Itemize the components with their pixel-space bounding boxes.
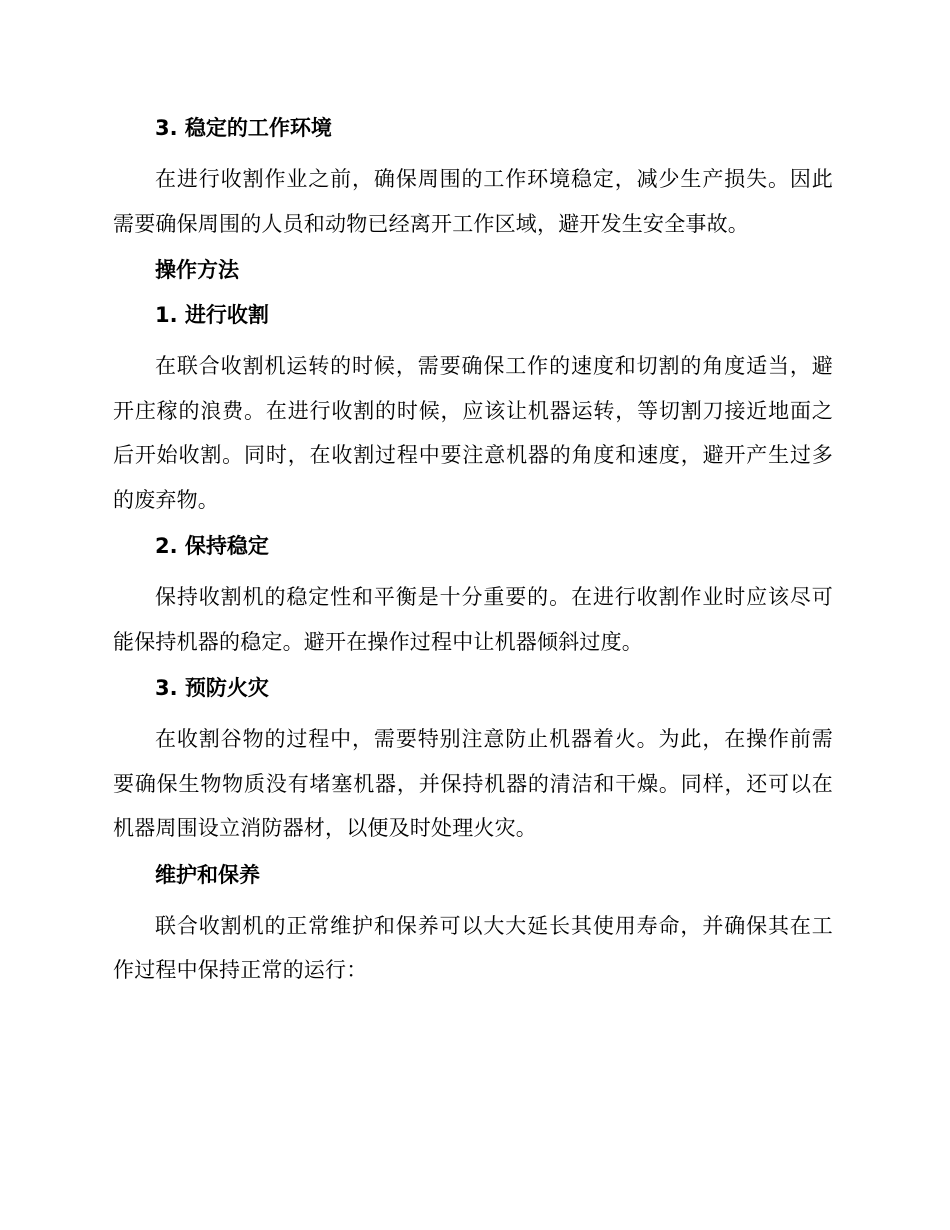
- section-heading-keep-stable: 2. 保持稳定: [155, 534, 269, 558]
- section-heading-harvesting: 1. 进行收割: [155, 303, 269, 327]
- section-heading-stable-environment: 3. 稳定的工作环境: [155, 116, 332, 140]
- paragraph-stable-environment: 在进行收割作业之前，确保周围的工作环境稳定，减少生产损失。因此需要确保周围的人员和动物已经离开工作区域，避开发生安全事故。: [113, 167, 833, 236]
- paragraph-maintenance: 联合收割机的正常维护和保养可以大大延长其使用寿命，并确保其在工作过程中保持正常的运行：: [113, 913, 833, 982]
- section-heading-maintenance: 维护和保养: [155, 862, 260, 887]
- paragraph-fire-prevention: 在收割谷物的过程中，需要特别注意防止机器着火。为此，在操作前需要确保生物物质没有堵塞机器，并保持机器的清洁和干燥。同样，还可以在机器周围设立消防器材，以便及时处理火灾。: [113, 727, 833, 840]
- section-heading-operation-method: 操作方法: [155, 258, 239, 282]
- paragraph-keep-stable: 保持收割机的稳定性和平衡是十分重要的。在进行收割作业时应该尽可能保持机器的稳定。避开在操作过程中让机器倾斜过度。: [113, 585, 833, 654]
- document-page: [113, 112, 833, 1001]
- section-heading-fire-prevention: 3. 预防火灾: [155, 676, 269, 700]
- paragraph-harvesting: 在联合收割机运转的时候，需要确保工作的速度和切割的角度适当，避开庄稼的浪费。在进行收割的时候，应该让机器运转，等切割刀接近地面之后开始收割。同时，在收割过程中要注意机器的角度和速度，避开产生过多的废弃物。: [113, 354, 833, 512]
